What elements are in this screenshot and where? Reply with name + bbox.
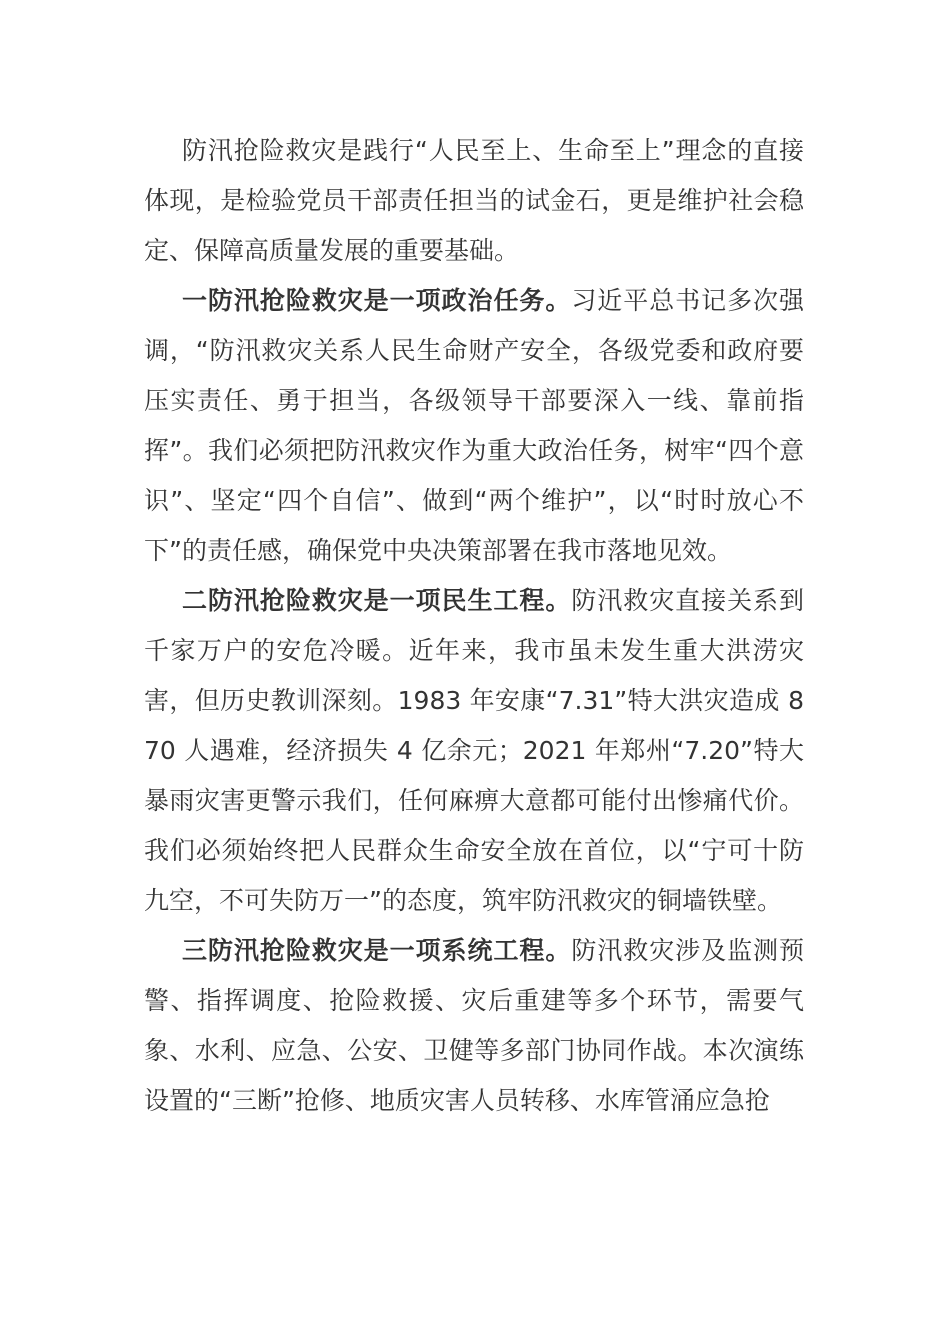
paragraph-political-task-heading: 一防汛抢险救灾是一项政治任务。	[182, 286, 572, 315]
paragraph-livelihood-project-heading: 二防汛抢险救灾是一项民生工程。	[182, 586, 572, 615]
paragraph-livelihood-project-text: 防汛救灾直接关系到千家万户的安危冷暖。近年来，我市虽未发生重大洪涝灾害，但历史教训深刻。1983 年安康“7.31”特大洪灾造成 870 人遇难，经济损失 4 亿余元；2021 年郑州“7.20”特大暴雨灾害更警示我们，任何麻痹大意都可能付出惨痛代价。我们必须始终把人民群众生命安全放在首位，以“宁可十防九空，不可失防万一”的态度，筑牢防汛救灾的铜墙铁壁。	[144, 586, 804, 915]
paragraph-systems-project	[144, 926, 804, 1126]
paragraph-intro-text: 防汛抢险救灾是践行“人民至上、生命至上”理念的直接体现，是检验党员干部责任担当的试金石，更是维护社会稳定、保障高质量发展的重要基础。	[144, 136, 804, 265]
paragraph-systems-project-text: 防汛救灾涉及监测预警、指挥调度、抢险救援、灾后重建等多个环节，需要气象、水利、应急、公安、卫健等多部门协同作战。本次演练设置的“三断”抢修、地质灾害人员转移、水库管涌应急抢	[144, 936, 804, 1115]
paragraph-intro	[144, 126, 804, 276]
paragraph-systems-project-heading: 三防汛抢险救灾是一项系统工程。	[182, 936, 572, 965]
document-body	[144, 126, 804, 1126]
paragraph-political-task-text: 习近平总书记多次强调，“防汛救灾关系人民生命财产安全，各级党委和政府要压实责任、勇于担当，各级领导干部要深入一线、靠前指挥”。我们必须把防汛救灾作为重大政治任务，树牢“四个意识”、坚定“四个自信”、做到“两个维护”，以“时时放心不下”的责任感，确保党中央决策部署在我市落地见效。	[144, 286, 804, 565]
paragraph-political-task	[144, 276, 804, 576]
paragraph-livelihood-project	[144, 576, 804, 926]
